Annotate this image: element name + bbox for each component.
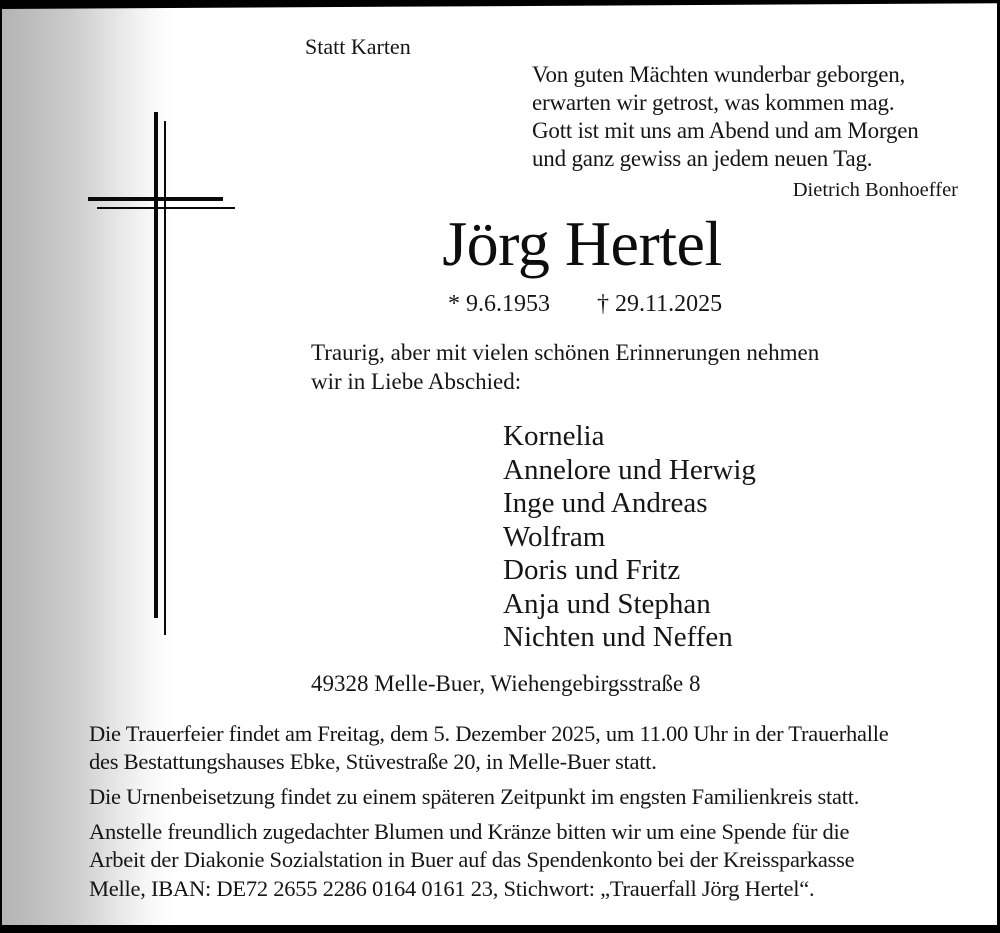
mourner-name: Wolfram (503, 520, 606, 553)
farewell-line: Traurig, aber mit vielen schönen Erinnerungen nehmen (311, 340, 820, 365)
quote-author: Dietrich Bonhoeffer (792, 179, 958, 201)
farewell-text (311, 339, 819, 396)
mourner-name: Anja und Stephan (503, 587, 711, 620)
cross-horizontal-thin-line (97, 207, 235, 209)
farewell-line: wir in Liebe Abschied: (311, 368, 522, 394)
memorial-quote (532, 61, 919, 173)
quote-line: und ganz gewiss an jedem neuen Tag. (532, 146, 873, 171)
quote-line: Von guten Mächten wunderbar geborgen, (532, 62, 906, 87)
funeral-info-line: des Bestattungshauses Ebke, Stüvestraße 20, in Melle-Buer statt. (89, 749, 657, 775)
funeral-info-line: Die Trauerfeier findet am Freitag, dem 5. Dezember 2025, um 11.00 Uhr in der Trauerhalle (89, 721, 889, 746)
donation-info (89, 818, 854, 903)
donation-info-line: Melle, IBAN: DE72 2655 2286 0164 0161 23, Stichwort: „Trauerfall Jörg Hertel“. (89, 875, 815, 901)
mourner-name: Doris und Fritz (503, 554, 681, 586)
frame-border-top (0, 0, 1000, 9)
mourner-name: Kornelia (503, 420, 605, 452)
cross-vertical-thick-line (154, 112, 158, 618)
address-line: 49328 Melle-Buer, Wiehengebirgsstraße 8 (311, 671, 701, 696)
deceased-name: Jörg Hertel (442, 208, 722, 279)
statt-karten-note: Statt Karten (305, 34, 411, 59)
mourner-name: Inge und Andreas (503, 487, 708, 519)
quote-line: Gott ist mit uns am Abend und am Morgen (532, 118, 919, 143)
mourners-list (503, 420, 756, 655)
cross-horizontal-thick-line (88, 197, 223, 201)
frame-border-bottom (0, 925, 1000, 933)
quote-line: erwarten wir getrost, was kommen mag. (532, 90, 895, 115)
mourner-name: Nichten und Neffen (503, 621, 733, 653)
funeral-info (89, 720, 888, 777)
death-date: † 29.11.2025 (597, 291, 723, 317)
urn-info (89, 783, 859, 811)
frame-border-left (0, 0, 2, 933)
birth-date: * 9.6.1953 (448, 291, 550, 317)
donation-info-line: Anstelle freundlich zugedachter Blumen und Kränze bitten wir um eine Spende für die (89, 819, 850, 844)
urn-info-line: Die Urnenbeisetzung findet zu einem späteren Zeitpunkt im engsten Familienkreis statt. (89, 784, 860, 809)
mourner-name: Annelore und Herwig (503, 453, 756, 486)
donation-info-line: Arbeit der Diakonie Sozialstation in Buer auf das Spendenkonto bei der Kreissparkasse (89, 847, 855, 873)
